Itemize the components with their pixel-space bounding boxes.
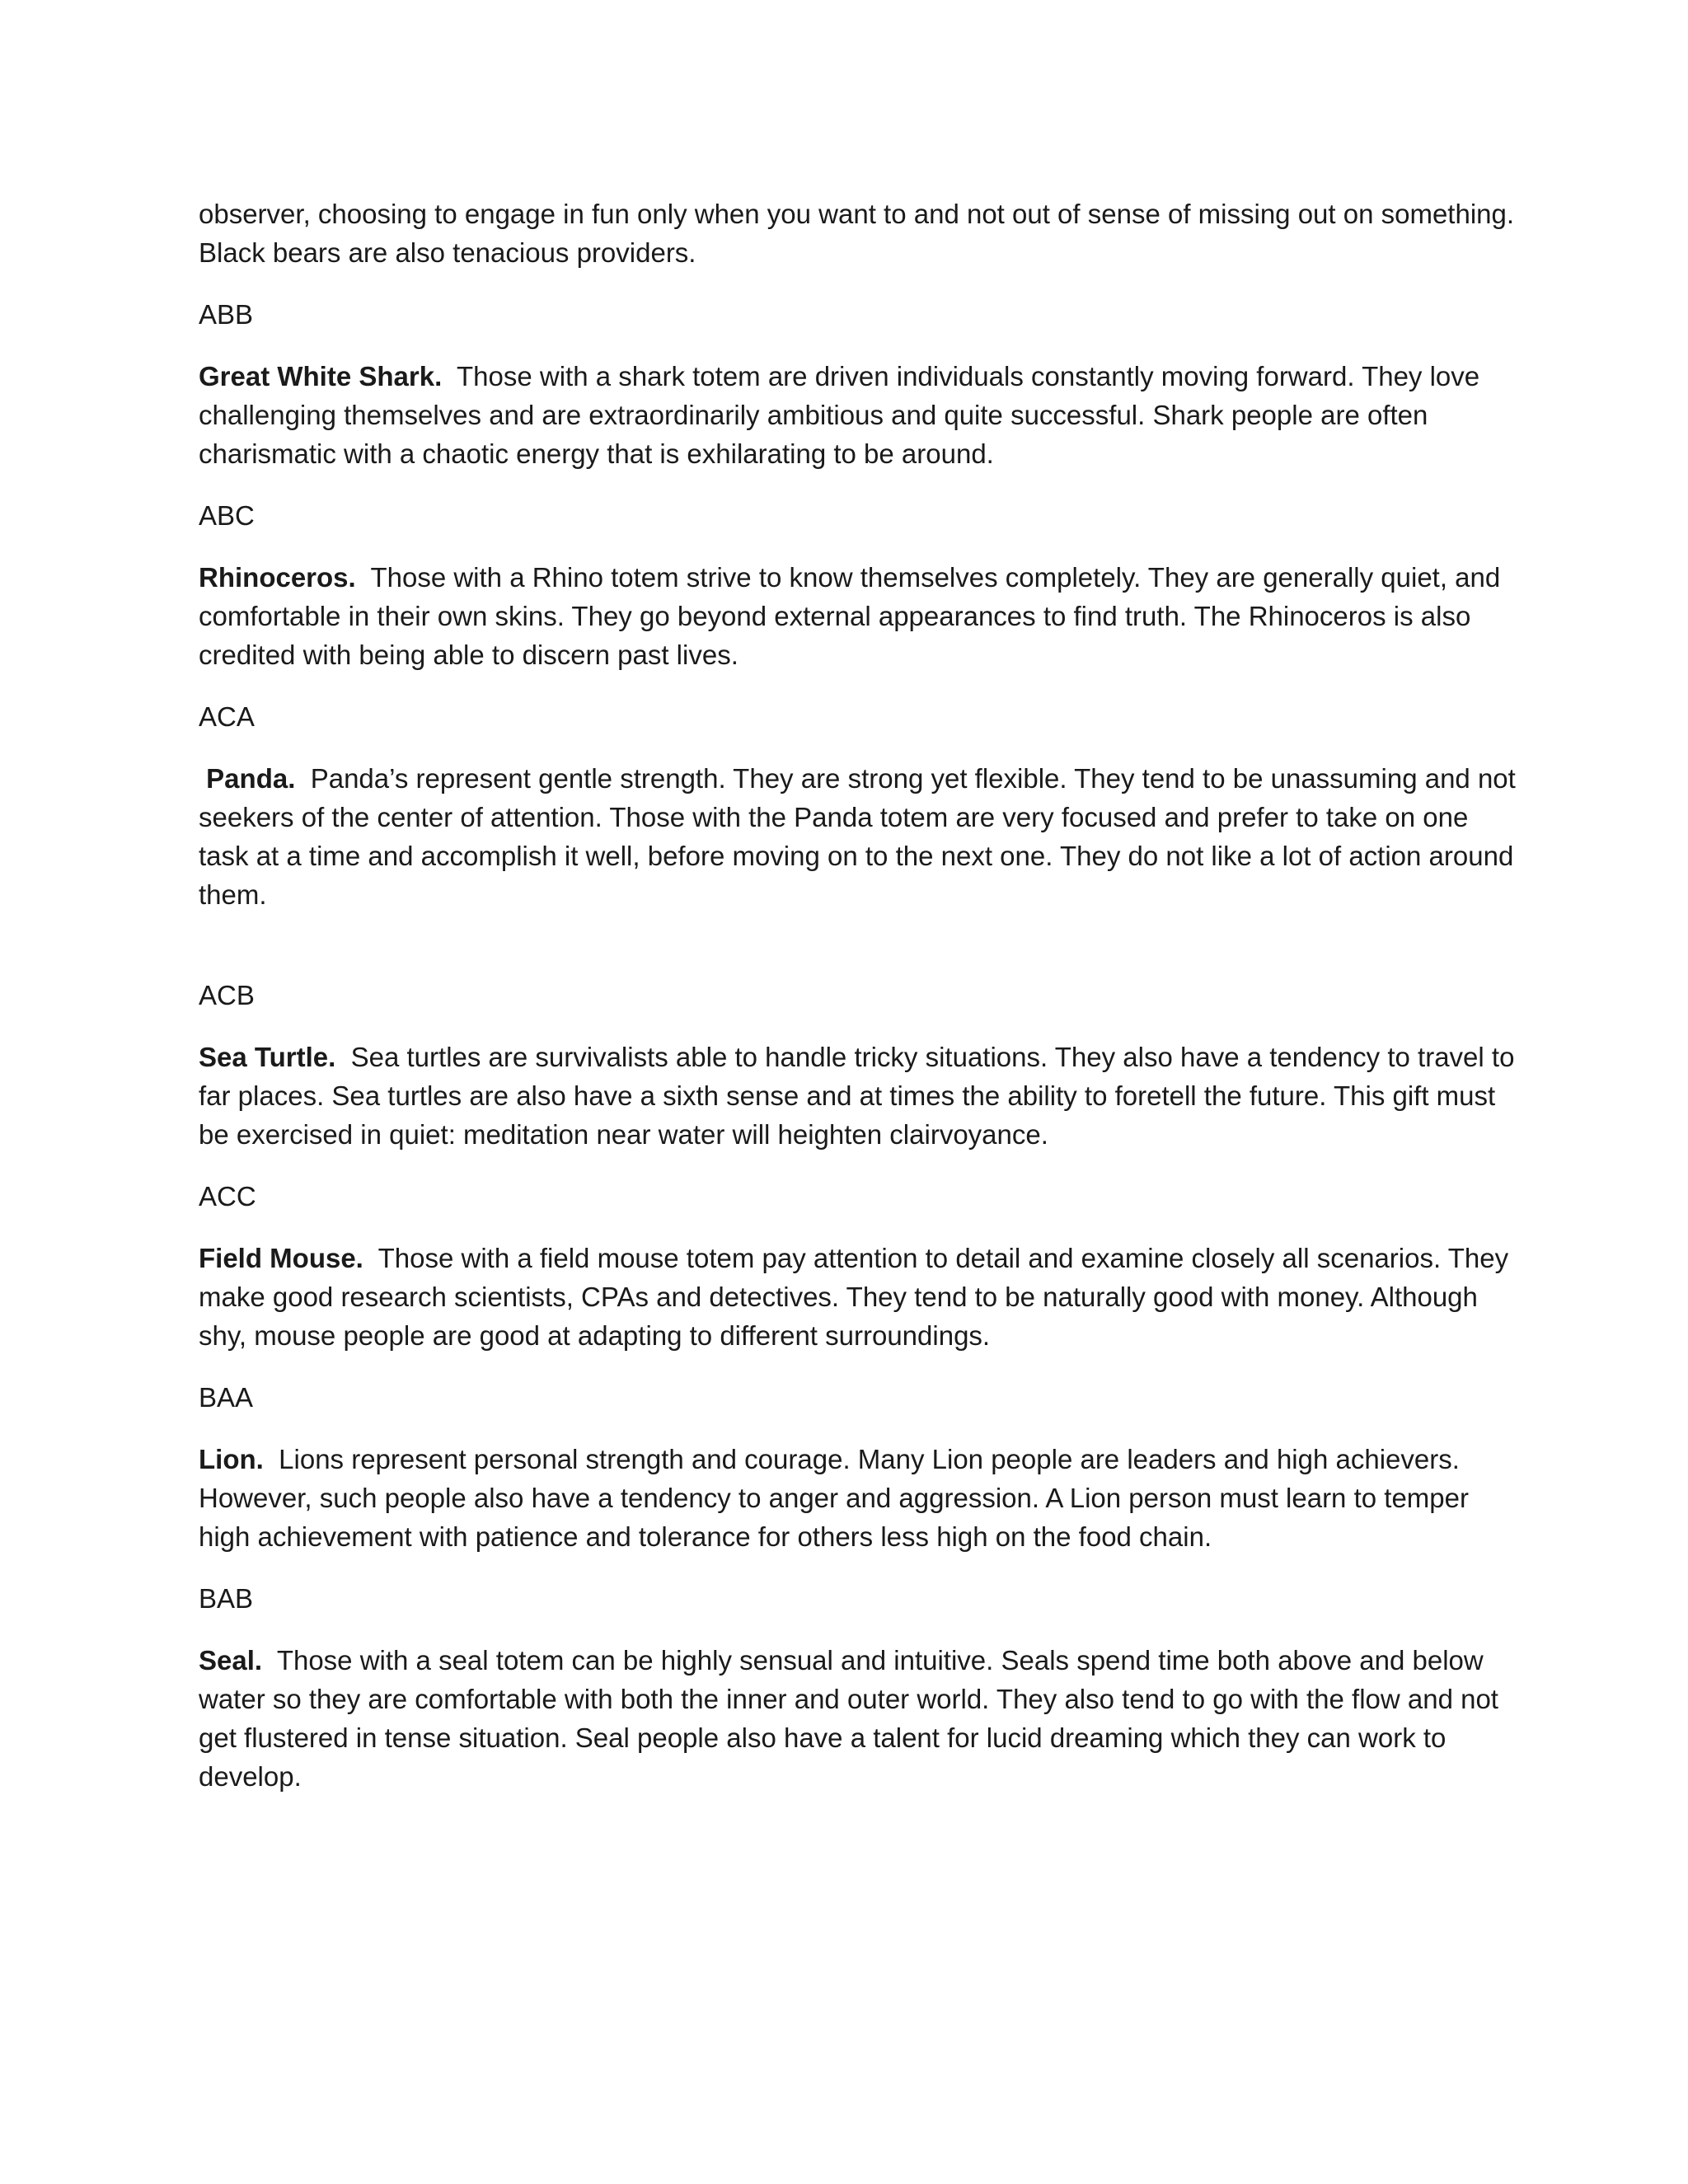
entry-code-abc: ABC (199, 500, 255, 531)
entry-term: Panda. (206, 763, 296, 794)
entry-lion (199, 1440, 1517, 1556)
entry-code-acc: ACC (199, 1181, 256, 1212)
spacer (199, 914, 1517, 976)
entry-text: Lions represent personal strength and courage. Many Lion people are leaders and high achievers. However, such people also have a tendency to anger and aggression. A Lion person must learn to temper high achievement with patience and tolerance for others less high on the food chain. (199, 1444, 1469, 1552)
entry-term: Field Mouse. (199, 1243, 363, 1273)
spacer (199, 1015, 1517, 1038)
spacer (199, 1417, 1517, 1440)
document-body (199, 194, 1517, 1796)
spacer (199, 535, 1517, 558)
entry-great-white-shark (199, 357, 1517, 473)
entry-code-baa: BAA (199, 1382, 254, 1413)
entry-rhinoceros (199, 558, 1517, 674)
entry-text: Those with a Rhino totem strive to know themselves completely. They are generally quiet, and comfortable in their own skins. They go beyond external appearances to find truth. The Rhinoceros is also credited with being able to discern past lives. (199, 562, 1501, 670)
spacer (199, 272, 1517, 295)
spacer (199, 674, 1517, 697)
spacer (199, 1618, 1517, 1641)
spacer (199, 736, 1517, 759)
entry-field-mouse (199, 1239, 1517, 1355)
entry-term: Lion. (199, 1444, 264, 1474)
intro-paragraph: observer, choosing to engage in fun only when you want to and not out of sense of missing out on something. Black bears are also tenacious providers. (199, 199, 1515, 268)
entry-seal (199, 1641, 1517, 1796)
entry-code-acb: ACB (199, 980, 255, 1010)
entry-term: Rhinoceros. (199, 562, 356, 593)
entry-text: Those with a shark totem are driven individuals constantly moving forward. They love challenging themselves and are extraordinarily ambitious and quite successful. Shark people are often charismatic with a chaotic energy that is exhilarating to be around. (199, 361, 1480, 469)
entry-term: Sea Turtle. (199, 1042, 336, 1072)
spacer (199, 1154, 1517, 1177)
entry-text: Those with a seal totem can be highly sensual and intuitive. Seals spend time both above and below water so they are comfortable with both the inner and outer world. They also tend to go with the flow and not get flustered in tense situation. Seal people also have a talent for lucid dreaming which they can work to develop. (199, 1645, 1498, 1792)
entry-code-abb: ABB (199, 299, 254, 330)
entry-term: Seal. (199, 1645, 263, 1675)
entry-panda (199, 759, 1517, 914)
entry-text: Those with a field mouse totem pay attention to detail and examine closely all scenarios. They make good research scientists, CPAs and detectives. They tend to be naturally good with money. Although shy, mouse people are good at adapting to different surroundings. (199, 1243, 1509, 1351)
entry-sea-turtle (199, 1038, 1517, 1154)
spacer (199, 334, 1517, 357)
spacer (199, 1355, 1517, 1378)
entry-code-bab: BAB (199, 1583, 254, 1614)
entry-text: Sea turtles are survivalists able to handle tricky situations. They also have a tendency to travel to far places. Sea turtles are also have a sixth sense and at times the ability to foretell the future. This gift must be exercised in quiet: meditation near water will heighten clairvoyance. (199, 1042, 1515, 1150)
entry-text: Panda’s represent gentle strength. They are strong yet flexible. They tend to be unassuming and not seekers of the center of attention. Those with the Panda totem are very focused and prefer to take on one task at a time and accomplish it well, before moving on to the next one. They do not like a lot of action around them. (199, 763, 1516, 910)
spacer (199, 473, 1517, 496)
spacer (199, 1556, 1517, 1579)
entry-code-aca: ACA (199, 701, 255, 732)
spacer (199, 1216, 1517, 1239)
entry-term: Great White Shark. (199, 361, 443, 391)
